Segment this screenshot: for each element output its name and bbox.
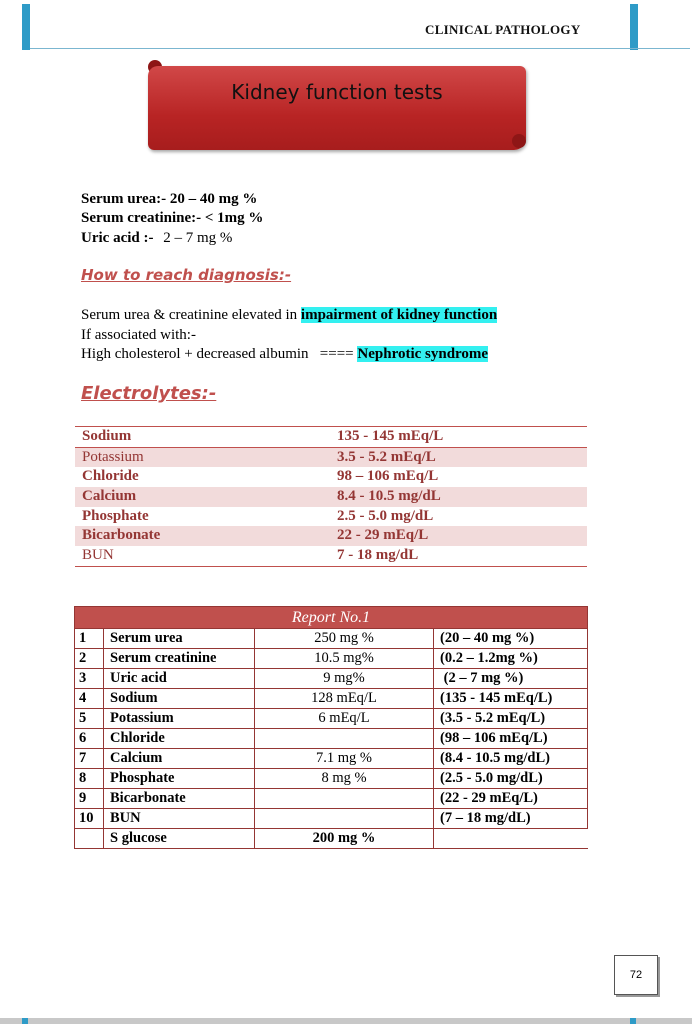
table-row xyxy=(75,749,588,769)
normal-range: (2 – 7 mg %) xyxy=(434,669,588,689)
test-value xyxy=(255,809,434,829)
row-number xyxy=(75,829,104,849)
test-name: Sodium xyxy=(104,689,255,709)
electrolyte-name: Chloride xyxy=(82,468,139,485)
electrolytes-heading: Electrolytes:- xyxy=(81,383,217,404)
diagnosis-line-3 xyxy=(81,346,488,363)
diagnosis-line-2: If associated with:- xyxy=(81,327,196,343)
banner-scroll xyxy=(148,66,526,150)
normal-range: (135 - 145 mEq/L) xyxy=(434,689,588,709)
normal-range: (0.2 – 1.2mg %) xyxy=(434,649,588,669)
table-row xyxy=(75,769,588,789)
electrolyte-row xyxy=(75,526,587,546)
table-row xyxy=(75,629,588,649)
row-number: 4 xyxy=(75,689,104,709)
test-name: Serum urea xyxy=(104,629,255,649)
test-value xyxy=(255,729,434,749)
test-value: 8 mg % xyxy=(255,769,434,789)
ref-value: < 1mg % xyxy=(204,210,264,226)
electrolyte-row xyxy=(75,507,587,527)
report-table xyxy=(74,606,588,849)
ref-uric-acid xyxy=(81,230,232,247)
electrolyte-name: Bicarbonate xyxy=(82,527,161,544)
table-row xyxy=(75,689,588,709)
test-name: Chloride xyxy=(104,729,255,749)
diagnosis-highlight-kidney: impairment of kidney function xyxy=(300,307,498,323)
electrolyte-name: Potassium xyxy=(82,448,144,465)
diagnosis-text: Serum urea & creatinine elevated in xyxy=(81,307,301,323)
header-rule xyxy=(30,48,690,49)
normal-range: (98 – 106 mEq/L) xyxy=(434,729,588,749)
test-value: 6 mEq/L xyxy=(255,709,434,729)
header-title: CLINICAL PATHOLOGY xyxy=(425,22,581,37)
ref-value: 20 – 40 mg % xyxy=(169,191,258,207)
ref-value: 2 – 7 mg % xyxy=(163,230,233,246)
test-name: Phosphate xyxy=(104,769,255,789)
electrolyte-value: 22 - 29 mEq/L xyxy=(337,527,429,544)
normal-range xyxy=(434,829,588,849)
test-name: Serum creatinine xyxy=(104,649,255,669)
ref-label: Serum creatinine:- xyxy=(81,210,202,226)
electrolyte-name: Phosphate xyxy=(82,507,149,524)
test-value: 9 mg% xyxy=(255,669,434,689)
electrolyte-value: 8.4 - 10.5 mg/dL xyxy=(337,488,441,505)
electrolyte-row xyxy=(75,448,587,468)
row-number: 10 xyxy=(75,809,104,829)
header-accent-left xyxy=(22,4,30,50)
header-accent-right xyxy=(630,4,638,50)
normal-range: (8.4 - 10.5 mg/dL) xyxy=(434,749,588,769)
table-row xyxy=(75,649,588,669)
electrolytes-table xyxy=(75,426,587,567)
row-number: 9 xyxy=(75,789,104,809)
table-row xyxy=(75,729,588,749)
title-banner xyxy=(148,52,530,156)
table-row xyxy=(75,789,588,809)
electrolyte-name: Calcium xyxy=(82,488,137,505)
diagnosis-line-1 xyxy=(81,307,497,324)
test-value: 200 mg % xyxy=(255,829,434,849)
table-row xyxy=(75,709,588,729)
test-value: 7.1 mg % xyxy=(255,749,434,769)
bottom-accent-left xyxy=(22,1018,28,1024)
page-title: Kidney function tests xyxy=(231,80,443,104)
electrolyte-row xyxy=(75,546,587,566)
test-name: Potassium xyxy=(104,709,255,729)
electrolyte-row xyxy=(75,427,587,448)
normal-range: (22 - 29 mEq/L) xyxy=(434,789,588,809)
page-number: 72 xyxy=(614,955,658,995)
electrolyte-value: 3.5 - 5.2 mEq/L xyxy=(337,448,436,465)
normal-range: (2.5 - 5.0 mg/dL) xyxy=(434,769,588,789)
diagnosis-text: High cholesterol + decreased albumin ==== xyxy=(81,346,358,362)
test-value: 10.5 mg% xyxy=(255,649,434,669)
electrolyte-value: 2.5 - 5.0 mg/dL xyxy=(337,507,434,524)
row-number: 3 xyxy=(75,669,104,689)
report-header-row xyxy=(75,607,588,629)
row-number: 5 xyxy=(75,709,104,729)
test-value: 128 mEq/L xyxy=(255,689,434,709)
electrolyte-name: Sodium xyxy=(82,428,132,444)
diagnosis-heading: How to reach diagnosis:- xyxy=(81,266,292,284)
table-row xyxy=(75,809,588,829)
diagnosis-highlight-nephrotic: Nephrotic syndrome xyxy=(357,346,489,362)
test-name: BUN xyxy=(104,809,255,829)
normal-range: (3.5 - 5.2 mEq/L) xyxy=(434,709,588,729)
electrolyte-value: 135 - 145 mEq/L xyxy=(337,428,444,444)
electrolyte-name: BUN xyxy=(82,547,114,564)
report-title: Report No.1 xyxy=(75,607,588,629)
row-number: 2 xyxy=(75,649,104,669)
row-number: 1 xyxy=(75,629,104,649)
electrolyte-row xyxy=(75,467,587,487)
test-name: Bicarbonate xyxy=(104,789,255,809)
banner-curl-right xyxy=(512,134,526,148)
test-name: S glucose xyxy=(104,829,255,849)
electrolyte-value: 98 – 106 mEq/L xyxy=(337,468,439,485)
ref-serum-urea xyxy=(81,191,257,208)
electrolyte-value: 7 - 18 mg/dL xyxy=(337,547,419,564)
bottom-strip xyxy=(0,1018,692,1024)
electrolyte-row xyxy=(75,487,587,507)
table-row xyxy=(75,669,588,689)
ref-label: Serum urea:- xyxy=(81,191,167,207)
table-row xyxy=(75,829,588,849)
test-name: Calcium xyxy=(104,749,255,769)
test-name: Uric acid xyxy=(104,669,255,689)
row-number: 7 xyxy=(75,749,104,769)
test-value xyxy=(255,789,434,809)
test-value: 250 mg % xyxy=(255,629,434,649)
normal-range: (7 – 18 mg/dL) xyxy=(434,809,588,829)
normal-range: (20 – 40 mg %) xyxy=(434,629,588,649)
bottom-accent-right xyxy=(630,1018,636,1024)
row-number: 8 xyxy=(75,769,104,789)
ref-serum-creatinine xyxy=(81,210,263,227)
row-number: 6 xyxy=(75,729,104,749)
ref-label: Uric acid :- xyxy=(81,230,154,246)
